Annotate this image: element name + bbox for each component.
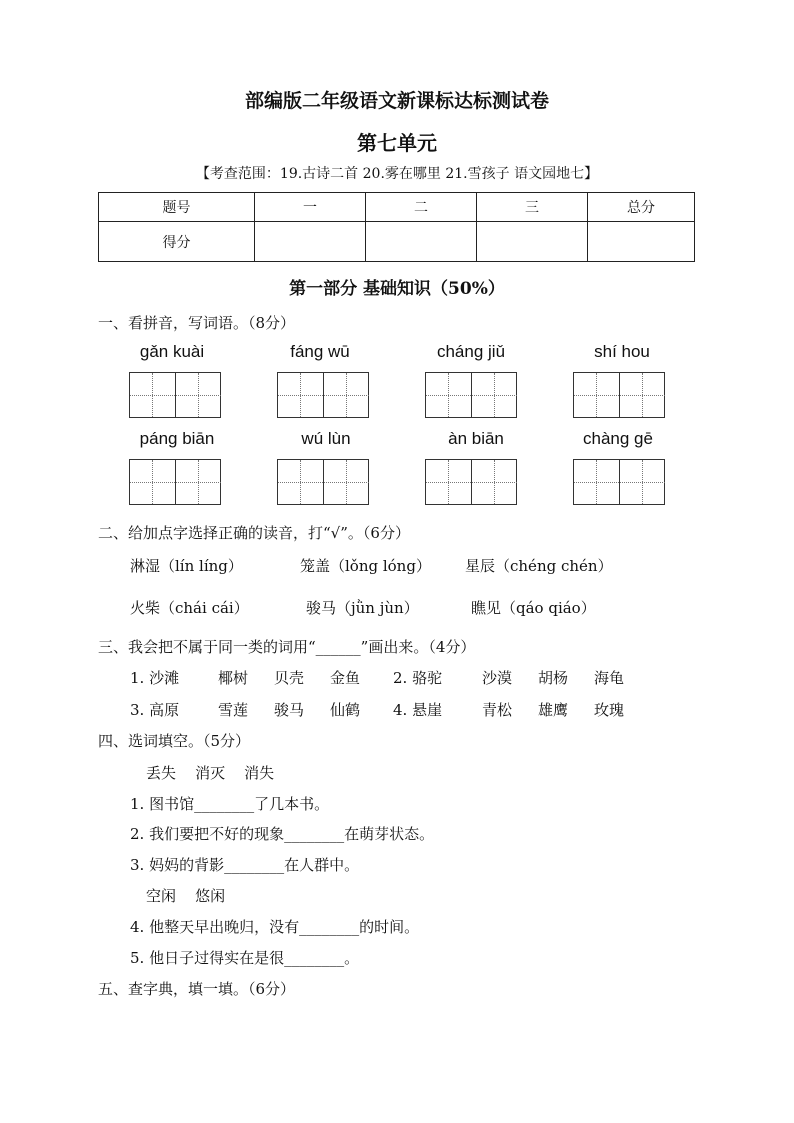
score-table-header-row xyxy=(99,193,695,222)
writing-grid[interactable] xyxy=(277,372,369,418)
score-table xyxy=(98,192,695,262)
word-group-item[interactable]: 骏马 xyxy=(274,701,305,719)
word-group-item[interactable]: 胡杨 xyxy=(538,669,569,687)
score-table-header-cell: 二 xyxy=(366,193,477,222)
word-group-item[interactable]: 雄鹰 xyxy=(538,701,569,719)
word-group-item[interactable]: 海龟 xyxy=(594,669,625,687)
exam-range: 【考查范围：19.古诗二首 20.雾在哪里 21.雪孩子 语文园地七】 xyxy=(195,166,599,182)
question-2-title: 二、给加点字选择正确的读音，打“√”。（6分） xyxy=(98,524,410,542)
reading-choice-item[interactable]: 瞧见（qáo qiáo） xyxy=(471,599,596,617)
fill-blank-sentence[interactable]: 3. 妈妈的背影________在人群中。 xyxy=(130,856,360,874)
reading-choice-item[interactable]: 淋湿（lín líng） xyxy=(130,557,243,575)
pinyin-label: fáng wū xyxy=(290,342,350,361)
reading-choice-item[interactable]: 笼盖（lǒng lóng） xyxy=(300,557,431,575)
word-group-item[interactable]: 金鱼 xyxy=(330,669,361,687)
writing-grid[interactable] xyxy=(425,372,517,418)
pinyin-label: shí hou xyxy=(594,342,650,361)
score-table-header-cell: 一 xyxy=(255,193,366,222)
pinyin-label: páng biān xyxy=(139,429,215,448)
writing-grid[interactable] xyxy=(573,459,665,505)
reading-choice-item[interactable]: 火柴（chái cái） xyxy=(130,599,249,617)
word-group-item[interactable]: 沙漠 xyxy=(482,669,513,687)
writing-grid[interactable] xyxy=(129,459,221,505)
unit-title: 第七单元 xyxy=(357,131,437,155)
score-table-header-cell: 三 xyxy=(477,193,588,222)
word-group-item[interactable]: 1. 沙滩 xyxy=(130,669,180,687)
pinyin-label: cháng jiǔ xyxy=(436,342,506,361)
pinyin-label: chàng gē xyxy=(583,429,653,448)
word-group-item[interactable]: 仙鹤 xyxy=(330,701,361,719)
word-group-item[interactable]: 玫瑰 xyxy=(594,701,625,719)
reading-choice-item[interactable]: 骏马（jǜn jùn） xyxy=(306,599,419,617)
score-table-header-cell: 总分 xyxy=(588,193,695,222)
writing-grid[interactable] xyxy=(573,372,665,418)
pinyin-label: wú lùn xyxy=(301,429,351,448)
word-group-item[interactable]: 4. 悬崖 xyxy=(393,701,443,719)
word-bank: 空闲 悠闲 xyxy=(146,887,226,905)
word-group-item[interactable]: 雪莲 xyxy=(218,701,249,719)
question-3-title: 三、我会把不属于同一类的词用“______”画出来。（4分） xyxy=(98,638,476,656)
score-cell[interactable] xyxy=(477,222,588,262)
score-cell[interactable] xyxy=(255,222,366,262)
score-label: 得分 xyxy=(99,222,255,262)
score-table-header-cell: 题号 xyxy=(99,193,255,222)
score-table-score-row xyxy=(99,222,695,262)
question-4-title: 四、选词填空。（5分） xyxy=(98,732,251,750)
word-group-item[interactable]: 2. 骆驼 xyxy=(393,669,443,687)
score-cell[interactable] xyxy=(588,222,695,262)
fill-blank-sentence[interactable]: 2. 我们要把不好的现象________在萌芽状态。 xyxy=(130,825,435,843)
fill-blank-sentence[interactable]: 5. 他日子过得实在是很________。 xyxy=(130,949,360,967)
question-1-title: 一、看拼音，写词语。（8分） xyxy=(98,314,296,332)
word-group-item[interactable]: 椰树 xyxy=(218,669,249,687)
question-5-title: 五、查字典，填一填。（6分） xyxy=(98,980,296,998)
writing-grid[interactable] xyxy=(425,459,517,505)
fill-blank-sentence[interactable]: 4. 他整天早出晚归，没有________的时间。 xyxy=(130,918,420,936)
word-bank: 丢失 消灭 消失 xyxy=(146,764,275,782)
score-cell[interactable] xyxy=(366,222,477,262)
part-one-title: 第一部分 基础知识（50%） xyxy=(289,279,505,299)
exam-title: 部编版二年级语文新课标达标测试卷 xyxy=(244,90,549,112)
writing-grid[interactable] xyxy=(277,459,369,505)
word-group-item[interactable]: 贝壳 xyxy=(274,669,305,687)
reading-choice-item[interactable]: 星辰（chéng chén） xyxy=(465,557,613,575)
fill-blank-sentence[interactable]: 1. 图书馆________了几本书。 xyxy=(130,795,330,813)
pinyin-label: gǎn kuài xyxy=(139,342,205,361)
word-group-item[interactable]: 3. 高原 xyxy=(130,701,180,719)
pinyin-label: àn biān xyxy=(448,429,504,448)
word-group-item[interactable]: 青松 xyxy=(482,701,513,719)
writing-grid[interactable] xyxy=(129,372,221,418)
